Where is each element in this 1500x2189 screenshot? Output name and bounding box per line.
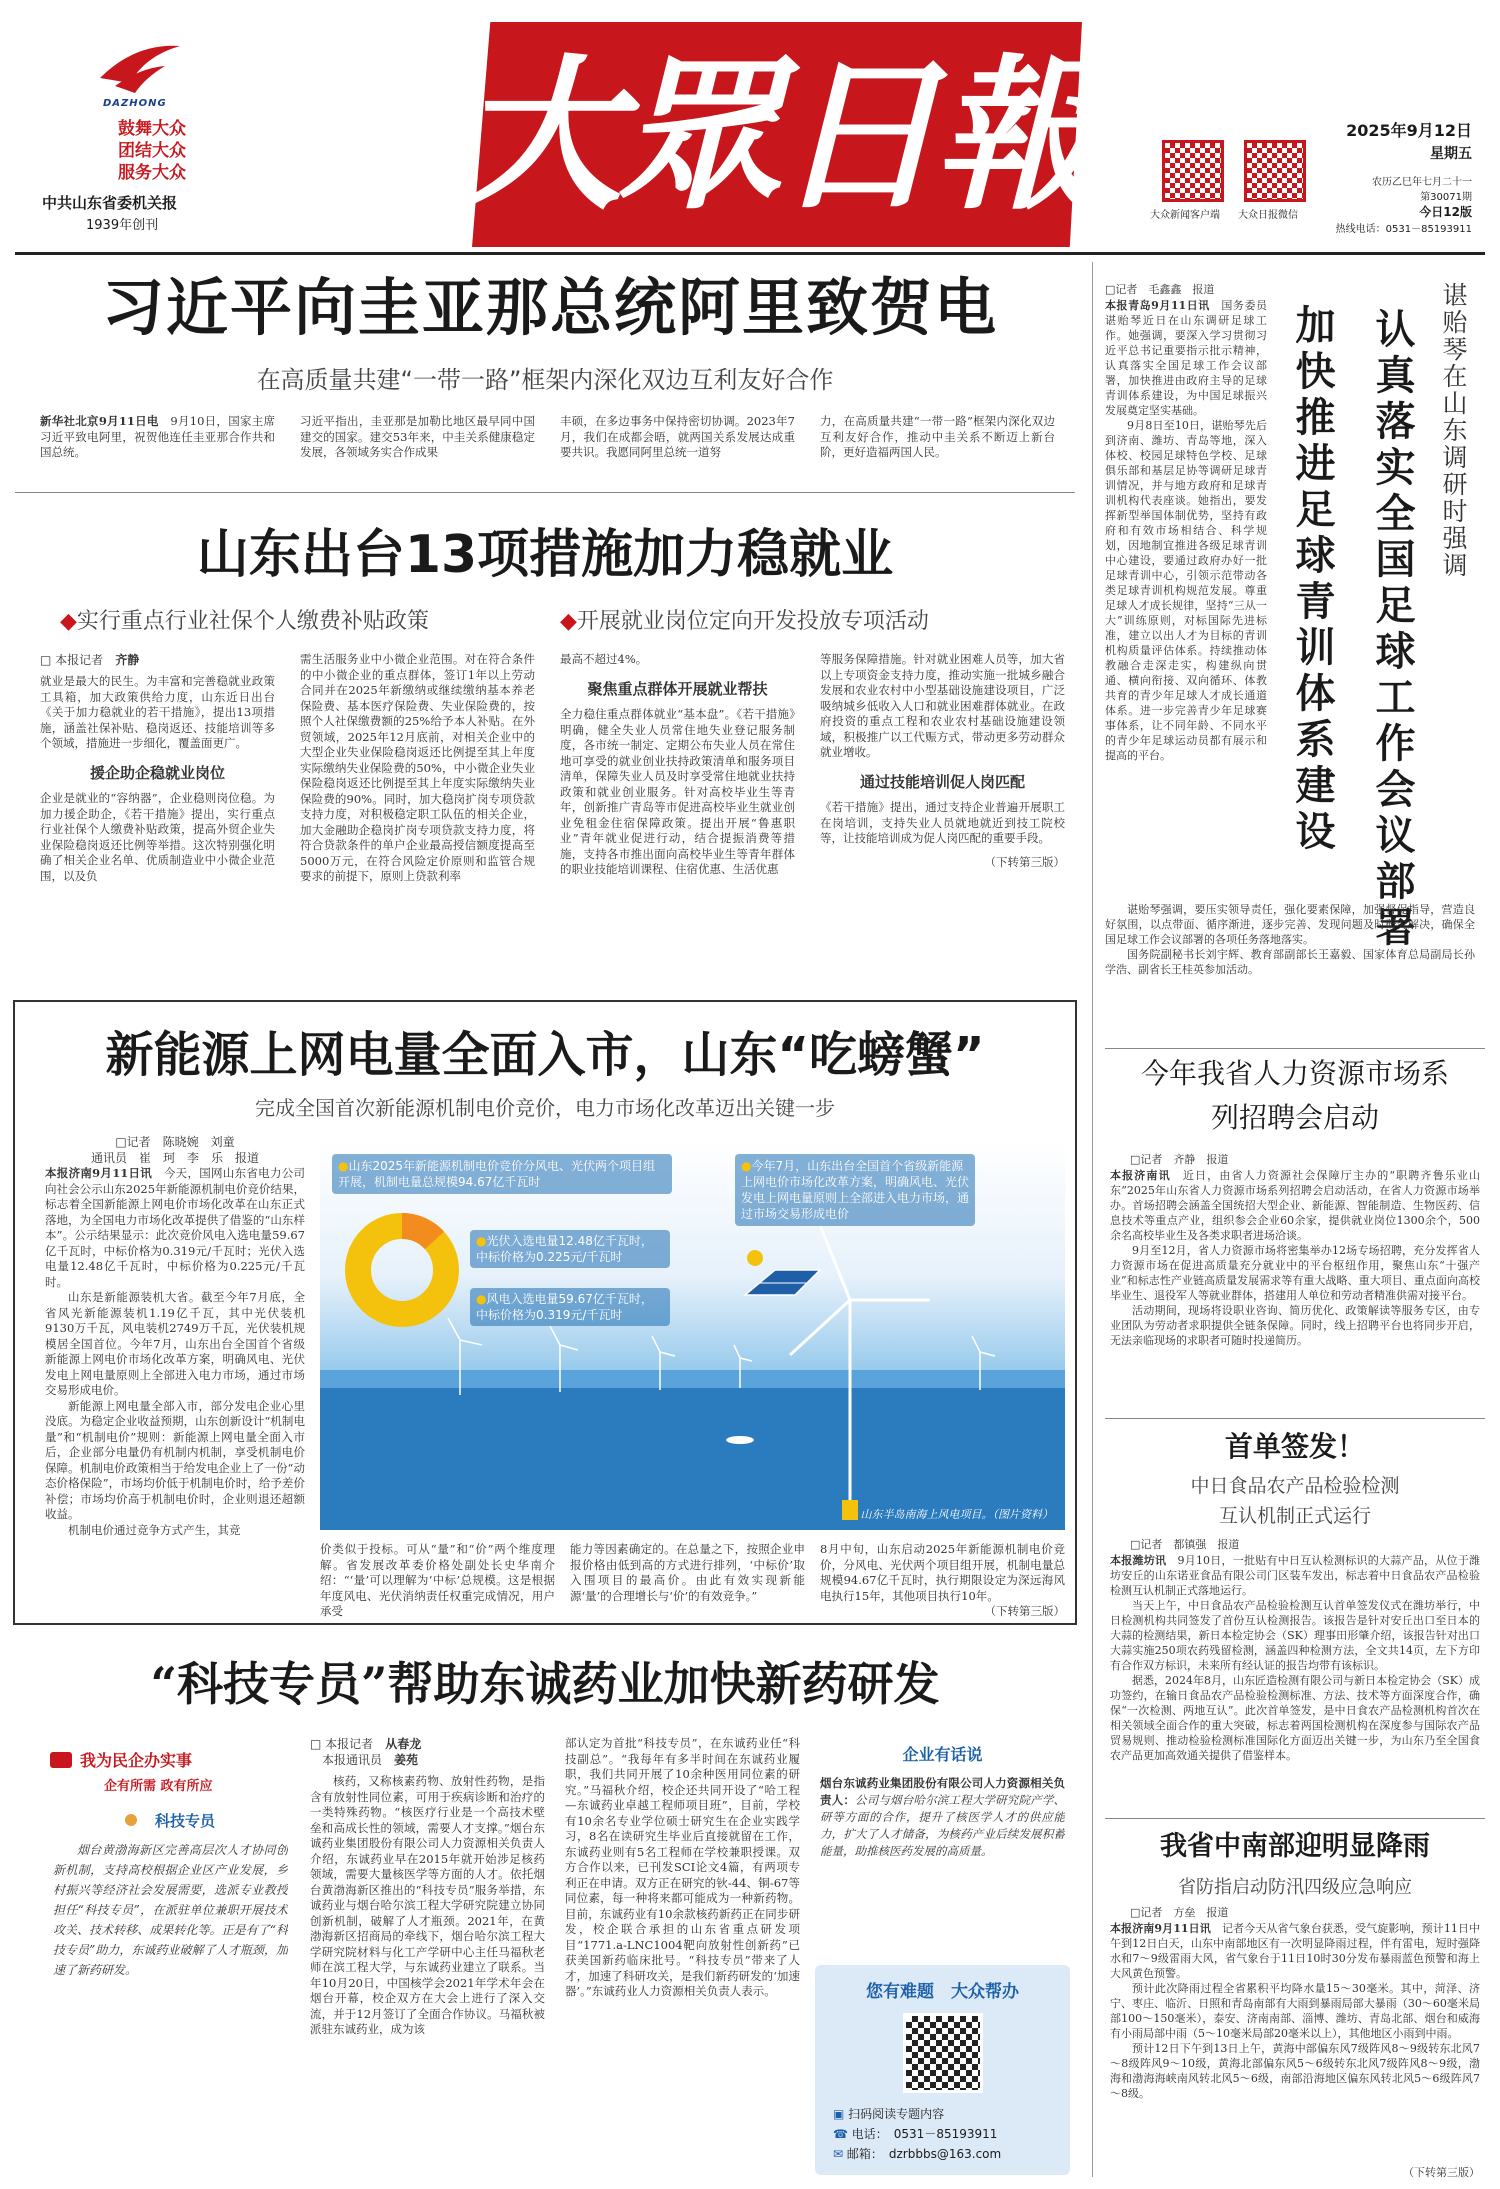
football-p3: 谌贻琴强调，要压实领导责任，强化要素保障，加强督促指导，营造良好氛围，以点带面、循序渐进，逐步完善、发现问题及时研究解决，确保全国足球工作会议部署的各项任务落地落实。 [1105, 903, 1475, 946]
energy-infographic [320, 1140, 1065, 1530]
jobs-point-1: ◆实行重点行业社保个人缴费补贴政策 [60, 609, 429, 634]
jobs-point-text: 开展就业岗位定向开发投放专项活动 [576, 609, 929, 634]
recruitment-p1: 近日，由省人力资源社会保障厅主办的“职聘齐鲁乐业山东”2025年山东省人力资源市场系列招聘会启动活动，在省人力资源市场举办。首场招聘会涵盖全国统招大型企业、新能源、智能制造、生物医药、信息技术等重点产业，组织参会企业60余家，提供就业岗位1300余个，500余名高校毕业生及各类求职者进场洽谈。 [1110, 1169, 1480, 1242]
rain-p3: 预计12日下午到13日上午，黄海中部偏东风7级阵风8～9级转东北风7～8级阵风9～10级，黄海北部偏东风5～6级转东北风7级阵风8～9级，渤海和渤海海峡南风转北风5～6级，南部沿海地区偏东风转北风5～6级阵风7～8级。 [1110, 2042, 1480, 2100]
energy-dateline: 本报济南9月11日讯 [45, 1166, 153, 1180]
founded: 1939年创刊 [86, 218, 159, 233]
jobs-point-2: ◆开展就业岗位定向开发投放专项活动 [560, 609, 929, 634]
recruitment-story [1105, 1052, 1485, 1427]
slogans [118, 118, 186, 184]
qr-code-app[interactable] [1162, 140, 1224, 202]
quote-body: 公司与烟台哈尔滨工程大学研究院产学、研等方面的合作，提升了核医学人才的供应能力，扩大了人才储备，为核药产业后续发展积蓄能量，助推核医药发展的高质量。 [820, 1793, 1065, 1858]
football-story [1105, 262, 1485, 1062]
energy-story-box [13, 1000, 1077, 1625]
help-box-title: 您有难题 大众帮办 [866, 1982, 1019, 2002]
energy-headline[interactable]: 新能源上网电量全面入市，山东“吃螃蟹” [105, 1027, 985, 1083]
masthead [0, 0, 1500, 250]
football-headline-a[interactable]: 认真落实全国足球工作会议部署 [1369, 308, 1415, 952]
pharma-col-1 [310, 1736, 545, 2176]
page-count: 今日12版 [1419, 205, 1472, 219]
photo-caption: 山东半岛南海上风电项目。（图片资料） [860, 1508, 1053, 1521]
bullet-icon: ● [338, 1159, 349, 1173]
column-title: 我为民企办实事 [50, 1748, 290, 1771]
inspection-dateline: 本报潍坊讯 [1110, 1554, 1167, 1567]
lead-subtitle: 在高质量共建“一带一路”框架内深化双边互利友好合作 [256, 366, 834, 394]
jobs-p5: 全力稳住重点群体就业“基本盘”。《若干措施》明确，健全失业人员常住地失业登记服务制度，各市统一制定、定期公布失业人员在常住地可享受的就业创业扶持政策清单和服务项目清单，保障失业人员及时享受常住地就业扶持政策和就业创业服务。针对高校毕业生等青年，创新推广青岛等市促进高校毕业生就业创业免租金住宿保障政策。提出开展“鲁惠职业”青年就业促进行动，结合提振消费等措施，支持各市推出面向高校毕业生等青年群体的职业技能培训课程、住宿优惠、生活优惠 [560, 707, 795, 876]
phone-label: ☎ 电话： 0531－85193911 [833, 2127, 998, 2141]
football-p2: 9月8日至10日，谌贻琴先后到济南、潍坊、青岛等地，深入体校、校园足球特色学校、足球俱乐部和基层足协等调研足球青训情况，并与地方政府和足球青训机构代表座谈。她指出，要发挥新型举国体制优势，坚持有政府和有效市场相结合、科学规划，因地制宜推进各级足球青训中心建设，要通过政府办好一批足球青训中心，引领示范带动各类足球青训机构规范发展。尊重足球人才成长规律，坚持“三从一大”训练原则，对标国际先进标准，建立以出人才为目标的青训机构质量评估体系。持续推动体教融合走深走实，构建纵向贯通、横向衔接、双向循环、体教共育的青少年足球人才成长通道体系。进一步完善青少年足球赛事体系，让不同年龄、不同水平的青少年足球运动员都有展示和提高的平台。 [1105, 419, 1267, 762]
jobs-col-4 [820, 652, 1065, 972]
jobs-p4: 最高不超过4%。 [560, 652, 648, 666]
recruitment-byline: □记者 齐静 报道 [1130, 1153, 1229, 1166]
qr-label-app: 大众新闻客户端 [1150, 210, 1220, 221]
football-kicker: 谌贻琴在山东调研时强调 [1439, 282, 1468, 579]
bullet-icon: ● [476, 1234, 487, 1248]
jobs-p6: 等服务保障措施。针对就业困难人员等，加大省以上专项资金支持力度，推动实施一批城乡融合发展和农业农村中小型基础设施建设项目，广泛吸纳城乡低收入人口和就业困难群体就业。在政府投资的重点工程和农业农村基础设施建设领域，积极推广以工代赈方式，带动更多劳动群众就业增收。 [820, 652, 1065, 759]
logo-text: DAZHONG [103, 98, 167, 109]
briefcase-icon [50, 1752, 72, 1768]
column-subtitle: 企有所需 政有所应 [104, 1779, 213, 1794]
football-p1: 国务委员谌贻琴近日在山东调研足球工作。她强调，要深入学习贯彻习近平总书记重要指示批示精神，认真落实全国足球工作会议部署，加快推进由政府主导的足球青训体系建设，为中国足球振兴发展奠定坚实基础。 [1105, 299, 1267, 417]
jobs-p2: 企业是就业的“容纳器”，企业稳则岗位稳。为加力援企助企，《若干措施》提出，实行重点行业社保个人缴费补贴政策，提高外贸企业失业保险稳岗返还比例等举措。这次特别强化明确了相关企业名单、优质制造业中小微企业范围，以及负 [40, 791, 275, 883]
scan-label: ▣ 扫码阅读专题内容 [833, 2107, 945, 2121]
inspection-p2: 当天上午，中日食品农产品检验检测互认首单签发仪式在潍坊举行，中日检测机构共同签发了首份互认检测报告。该报告是针对安丘出口至日本的大蒜的检测结果，新日本检定协会（SK）理事田形肇介绍，该报告针对出口大蒜实施250项农药残留检测，涵盖四种检测方法，全文共14页，左下方印有合作双方标识，未来所有经认证的报告均带有该标识。 [1110, 1599, 1480, 1672]
infographic-text-b2: ●风电入选电量59.67亿千瓦时，中标价格为0.319元/千瓦时 [470, 1288, 670, 1326]
football-dateline: 本报青岛9月11日讯 [1105, 299, 1210, 312]
football-headline-b[interactable]: 加快推进足球青训体系建设 [1289, 304, 1335, 856]
enterprise-quote-box [820, 1736, 1065, 1956]
inspection-story [1105, 1425, 1485, 1820]
issue-info [1332, 118, 1472, 235]
energy-col-3: 能力等因素确定的。在总量之下，按照企业申报价格由低到高的方式进行排列，‘中标价’取入围项目的最高价。由此有效实现新能源‘量’的合理增长与‘价’的有效竞争。” [570, 1542, 805, 1603]
inspection-p3: 据悉，2024年8月，山东匠造检测有限公司与新日本检定协会（SK）成功签约，在输日食品农产品检验检测标准、方法、技术等方面深度合作，确保“一次检测、两地互认”。此次首单签发，是中日食农产品检测机构首次在相关领域全面合作的重大突破，标志着两国检测机构在深度参与国际农产品贸易规则、推动检验检测标准国际化方面迈出关键一步，为山东乃至全国食农产品更加高效通关提供了借鉴样本。 [1110, 1674, 1480, 1762]
donut-chart-icon [342, 1210, 462, 1330]
newspaper-title: 大眾日報 [457, 38, 1093, 232]
org-name: 中共山东省委机关报 [42, 194, 178, 212]
quote-text [820, 1775, 1065, 1860]
qr-code-wechat[interactable] [1244, 140, 1306, 202]
rain-headline[interactable]: 我省中南部迎明显降雨 [1160, 1831, 1430, 1862]
jobs-subhead-c: 通过技能培训促人岗匹配 [859, 772, 1025, 791]
rule [1105, 1818, 1485, 1819]
lead-col-4: 力，在高质量共建“一带一路”框架内深化双边互利友好合作，推动中圭关系不断迈上新台阶，更好造福两国人民。 [820, 414, 1055, 459]
jobs-headline[interactable]: 山东出台13项措施加力稳就业 [196, 525, 894, 585]
issue-date: 2025年9月12日 [1346, 121, 1472, 140]
energy-subtitle: 完成全国首次新能源机制电价竞价，电力市场化改革迈出关键一步 [255, 1096, 835, 1120]
dazhong-logo-icon [95, 38, 185, 98]
jobs-col-1 [40, 652, 275, 977]
lead-col-1 [40, 414, 275, 484]
inspection-subtitle-1: 中日食品农产品检验检测 [1190, 1475, 1400, 1497]
rule [15, 492, 1075, 493]
energy-p2: 山东是新能源装机大省。截至今年7月底，全省风光新能源装机1.19亿千瓦，其中光伏装机9130万千瓦，风电装机2749万千瓦，光伏装机规模居全国首位。今年7月，山东出台全国首个省级新能源上网电价市场化改革方案，明确风电、光伏发电上网电量原则上全部进入电力市场，通过市场交易形成电价。 [45, 1290, 305, 1397]
inspection-body [1110, 1537, 1480, 1817]
help-qr-code[interactable] [903, 2013, 983, 2093]
jobs-subhead-b: 聚焦重点群体开展就业帮扶 [587, 679, 768, 698]
weekday: 星期五 [1430, 146, 1472, 162]
email-icon: ✉ [833, 2147, 844, 2161]
energy-p1: 今天，国网山东省电力公司向社会公示山东2025年新能源机制电价竞价结果，标志着全国新能源上网电价市场化改革在山东正式落地，为全国电力市场化改革提供了借鉴的“山东样本”。公示结果显示：此次竞价风电入选电量59.67亿千瓦时，中标价格为0.319元/千瓦时；光伏入选电量12.48亿千瓦时，中标价格为0.225元/千瓦时。 [45, 1166, 305, 1289]
lead-story [15, 262, 1075, 492]
infographic-text-a: ●山东2025年新能源机制电价竞价分风电、光伏两个项目组开展，机制电量总规模94.67亿千瓦时 [332, 1154, 672, 1194]
pharma-byline-2: 本报通讯员 姜苑 [322, 1753, 419, 1767]
slogan: 团结大众 [118, 141, 186, 161]
rain-subtitle: 省防指启动防汛四级应急响应 [1178, 1877, 1412, 1898]
lunar-date: 农历乙巳年七月二十一 [1372, 177, 1472, 188]
help-box [815, 1965, 1070, 2175]
infographic-text-c: ●今年7月，山东出台全国首个省级新能源上网电价市场化改革方案，明确风电、光伏发电上网电量原则上全部进入电力市场，通过市场交易形成电价 [735, 1154, 975, 1226]
rain-story [1105, 1825, 1485, 2180]
qr-label-wechat: 大众日报微信 [1238, 210, 1298, 221]
recruitment-body [1110, 1152, 1480, 1422]
lead-dateline: 新华社北京9月11日电 [40, 414, 159, 428]
recruitment-dateline: 本报济南讯 [1110, 1169, 1171, 1182]
column-badge [50, 1748, 290, 1794]
jobs-byline: □ 本报记者 齐静 [40, 653, 140, 667]
rain-p2: 预计此次降雨过程全省累积平均降水量15～30毫米。其中，菏泽、济宁、枣庄、临沂、日照和青岛南部有大雨到暴雨局部大暴雨（30～60毫米局部100～150毫米），泰安、济南南部、淄博、潍坊、青岛北部、烟台和威海有小雨局部中雨（5～10毫米局部20毫米以上），其他地区小雨到中雨。 [1110, 1982, 1480, 2040]
pharma-col-2: 部认定为首批“科技专员”，在东诚药业任“科技副总”。“我每年有多半时间在东诚药业履职，我们共同开展了10余种医用同位素的研究。”马福秋介绍，校企还共同开设了“哈工程—东诚药业卓越工程师项目班”，目前，学校有10余名专业学位硕士研究生在企业实践学习，8名在读研究生毕业后直接就留在工作，东诚药业则有5名工程师在学校兼职授课。双方合作以来，已刊发SCI论文4篇，有两项专利正在申请。双方正在研究的钬-44、铜-67等同位素，每一种将来都可能成为一种新药物。目前，东诚药业有10余款核药新药正在同步研发，校企联合承担的山东省重点研发项目“1771.a-LNC1004靶向放射性创新药”已获美国新药临床批号。“科技专员”带来了人才，加速了科研攻关，是我们新药研发的‘加速器’。”东诚药业人力资源相关负责人表示。 [565, 1736, 800, 1998]
rain-byline: □记者 方垒 报道 [1130, 1906, 1229, 1919]
issue-number: 第30071期 [1420, 192, 1472, 203]
football-p3-block [1105, 902, 1475, 1052]
recruitment-p3: 活动期间，现场将设职业咨询、简历优化、政策解读等服务专区，由专业团队为劳动者求职提供全链条保障。同时，线上招聘平台也将同步开启，无法亲临现场的求职者可随时投递简历。 [1110, 1304, 1480, 1347]
column-divider [1092, 262, 1093, 2177]
infographic-text-b1: ●光伏入选电量12.48亿千瓦时，中标价格为0.225元/千瓦时 [470, 1230, 670, 1268]
jobs-p1: 就业是最大的民生。为丰富和完善稳就业政策工具箱，加大政策供给力度，山东近日出台《关于加力稳就业的若干措施》，提出13项措施，涵盖社保补贴、稳岗返还、技能培训等多个领域，措施进一步细化，覆盖面更广。 [40, 674, 275, 750]
solar-panel-icon [735, 1240, 825, 1310]
jobs-point-text: 实行重点行业社保个人缴费补贴政策 [76, 609, 429, 634]
rain-dateline: 本报济南9月11日讯 [1110, 1922, 1211, 1935]
pharma-byline: □ 本报记者 从春龙 [310, 1737, 422, 1751]
pharma-story [15, 1640, 1075, 2180]
quote-source: 烟台东诚药业集团股份有限公司人力资源相关负责人： [820, 1776, 1065, 1807]
hotline: 热线电话：0531－85193911 [1335, 224, 1472, 235]
football-col [1105, 282, 1267, 897]
energy-col-1 [45, 1134, 305, 1614]
masthead-rule [15, 252, 1485, 255]
rain-p1: 记者今天从省气象台获悉，受气旋影响，预计11日中午到12日白天，山东中南部地区有一次明显降雨过程，伴有雷电，短时强降水和7～9级雷雨大风，省气象台于11日10时30分发布暴雨蓝色预警和海上大风黄色预警。 [1110, 1922, 1480, 1980]
recruitment-p2: 9月至12月，省人力资源市场将密集举办12场专场招聘，充分发挥省人力资源市场在促进高质量充分就业中的平台枢纽作用，聚焦山东“十强产业”和标志性产业链高质量发展需求等有重大战略、重大项目、重点面向高校毕业生、退役军人等就业群体，搭建用人单位和劳动者精准供需对接平台。 [1110, 1244, 1480, 1302]
pin-icon [125, 1814, 137, 1826]
slogan: 鼓舞大众 [118, 119, 186, 139]
jobs-p7: 《若干措施》提出，通过支持企业普遍开展职工在岗培训，支持失业人员就地就近到技工院校等，让技能培训成为促人岗匹配的重要手段。 [820, 800, 1065, 845]
lead-text: 9月10日，国家主席习近平致电阿里，祝贺他连任圭亚那合作共和国总统。 [40, 414, 275, 459]
bullet-icon: ● [476, 1292, 487, 1306]
rule [1105, 1048, 1485, 1049]
jobs-col-2: 需生活服务业中小微企业范围。对在符合条件的中小微企业的重点群体，签订1年以上劳动合同并在2025年新缴纳或继续缴纳基本养老保险费、基本医疗保险费、失业保险费的，按照个人社保缴费额的25%给予本人补贴。在外贸领域，2025年12月底前，对相关企业中的大型企业失业保险稳岗返还比例提至其上年度实际缴纳失业保险费的50%，中小微企业失业保险稳岗返还比例提至其上年度实际缴纳失业保险费的90%。同时，加大稳岗扩岗专项贷款支持力度，对积极稳定职工队伍的相关企业，加大金融助企稳岗扩岗专项贷款支持力度，将符合贷款条件的单户企业最高授信额度提高至5000万元，在符合风险定价原则和监管合规要求的前提下，原则上贷款利率 [300, 652, 535, 883]
recruitment-headline[interactable]: 今年我省人力资源市场系列招聘会启动 [1140, 1057, 1449, 1134]
energy-byline-2: 通讯员 崔 珂 李 乐 报道 [90, 1151, 259, 1165]
energy-p3: 新能源上网电量全部入市，部分发电企业心里没底。为稳定企业收益预期，山东创新设计“机制电量”和“机制电价”规则：新能源上网电量全面入市后，企业部分电量仍有机制内机制，享受机制电价保障。机制电价政策相当于给发电企业上了一份“动态价格保险”，市场均价低于机制电价时，给予差价补偿；市场均价高于机制电价时，企业则退还超额收益。 [45, 1398, 305, 1521]
scan-icon: ▣ [833, 2107, 845, 2121]
energy-continued: （下转第三版） [984, 1604, 1065, 1618]
phone-icon: ☎ [833, 2127, 848, 2141]
inspection-headline[interactable]: 首单签发！ [1224, 1430, 1365, 1463]
energy-col-4 [820, 1542, 1065, 1622]
slogan: 服务大众 [118, 163, 186, 183]
inspection-p1: 9月10日，一批贴有中日互认检测标识的大蒜产品，从位于潍坊安丘的山东诺亚食品有限公司门区装车发出，标志着中日食品农产品检验检测互认机制正式落地运行。 [1110, 1554, 1480, 1597]
football-byline: □记者 毛鑫鑫 报道 [1105, 283, 1215, 296]
football-p4: 国务院副秘书长刘宇辉、教育部副部长王嘉毅、国家体育总局副局长孙学浩、副省长王桂英参加活动。 [1105, 948, 1475, 976]
lead-headline[interactable]: 习近平向圭亚那总统阿里致贺电 [101, 271, 998, 344]
energy-col-2: 价类似于投标。可从“量”和“价”两个维度理解。省发展改革委价格处副处长史华南介绍：“‘量’可以理解为‘中标’总规模。这是根据年度风电、光伏消纳责任权重完成情况，用户承受 [320, 1542, 555, 1617]
lead-col-3: 丰硕，在多边事务中保持密切协调。2023年7月，我们在成都会晤，就两国关系发展达成重要共识。我愿同阿里总统一道努 [560, 414, 795, 459]
lead-col-2: 习近平指出，圭亚那是加勒比地区最早同中国建交的国家。建交53年来，中圭关系健康稳定发展，各领域务实合作成果 [300, 414, 535, 459]
quote-box-title: 企业有话说 [902, 1745, 983, 1764]
side-head: 科技专员 [50, 1810, 290, 1831]
inspection-byline: □记者 都镇强 报道 [1130, 1538, 1240, 1551]
email-label: ✉ 邮箱： dzrbbbs@163.com [833, 2147, 1002, 2161]
rain-body [1110, 1905, 1480, 2177]
pharma-p1: 核药，又称核素药物、放射性药物，是指含有放射性同位素，可用于疾病诊断和治疗的一类特殊药物。“核医疗行业是一个高技术壁垒和高成长性的领域，需要人才支撑。”烟台东诚药业集团股份有限公司人力资源相关负责人介绍，东诚药业早在2015年就开始涉足核药领域，需要大量核医学等方面的人才。依托烟台黄渤海新区推出的“科技专员”服务举措，东诚药业与烟台哈尔滨工程大学研究院建立协同创新机制，破解了人才瓶颈。2021年，在黄渤海新区招商局的牵线下，烟台哈尔滨工程大学研究院材料与化工产学研中心主任马福秋老师在滨工程大学，与东诚药业建立了联系。当年10月20日，中国核学会2021年学术年会在烟台开幕，校企双方在大会上进行了深入交流，并于12月签订了全面合作协议。马福秋被派驻东诚药业，成为该 [310, 1774, 545, 2036]
energy-p7: 8月中旬，山东启动2025年新能源机制电价竞价，分风电、光伏两个项目组开展，机制电量总规模94.67亿千瓦时，执行期限设定为深远海风电执行15年，其他项目执行10年。 [820, 1542, 1065, 1603]
inspection-subtitle-2: 互认机制正式运行 [1218, 1505, 1371, 1527]
jobs-story [15, 500, 1075, 980]
bullet-icon: ● [741, 1159, 752, 1173]
rain-continued: （下转第三版） [1403, 2166, 1480, 2179]
jobs-continued: （下转第三版） [984, 854, 1065, 869]
energy-byline: □记者 陈晓婉 刘童 [115, 1135, 235, 1149]
jobs-subhead-a: 援企助企稳就业岗位 [89, 763, 225, 782]
side-text: 烟台黄渤海新区完善高层次人才协同创新机制，支持高校根据企业区产业发展，乡村振兴等经济社会发展需要，选派专业教授担任“科技专员”，在派驻单位兼职开展技术攻关、技术转移、成果转化等。正是有了“科技专员”助力，东诚药业破解了人才瓶颈，加速了新药研发。 [53, 1843, 288, 1977]
jobs-col-3 [560, 652, 795, 972]
pharma-headline[interactable]: “科技专员”帮助东诚药业加快新药研发 [150, 1657, 940, 1711]
rule [1105, 1418, 1485, 1419]
energy-p4: 机制电价通过竞争方式产生，其竞 [68, 1522, 241, 1537]
